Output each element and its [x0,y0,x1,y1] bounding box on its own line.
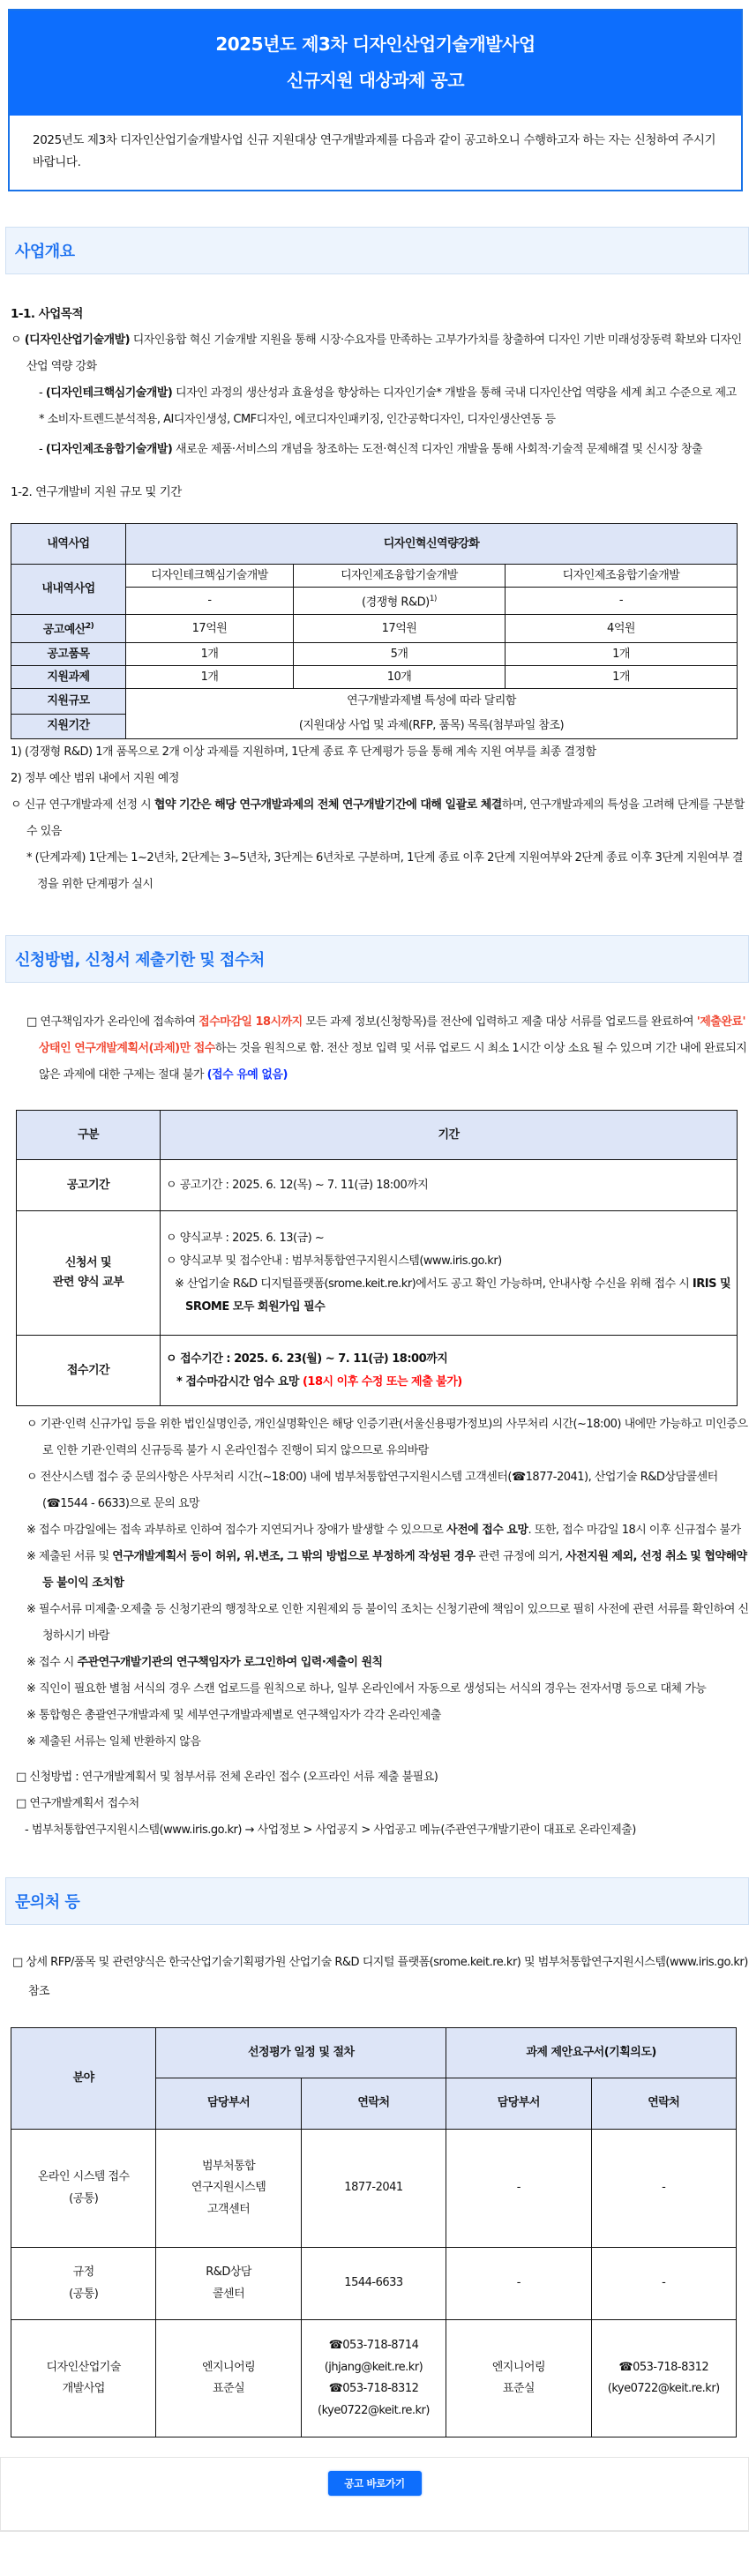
contact-cell: 1544-6633 [301,2248,446,2320]
subbiz-type: - [506,588,738,615]
phone-contact: ☎053-718-8714 [328,2339,419,2352]
deadline-warning: (18시 이후 수정 또는 제출 불가) [302,1374,462,1389]
row-label-receipt-period: 접수기간 [17,1336,161,1406]
field-cell: 규정 (공통) [11,2248,156,2320]
intro-text: 2025년도 제3차 디자인산업기술개발사업 신규 지원대상 연구개발과제를 다음과 같이 공고하오니 수행하고자 하는 자는 신청하여 주시기 바랍니다. [33,133,716,169]
note-item: ※ 직인이 필요한 별첨 서식의 경우 스캔 업로드를 원칙으로 하나, 일부 온라인에서 자동으로 생성되는 서식의 경우는 전자서명 등으로 대체 가능 [26,1682,707,1696]
note-item: ※ 필수서류 미제출·오제출 등 신청기관의 행정착오로 인한 지원제외 등 불이익 조치는 신청기관에 책임이 있으므로 필히 사전에 관련 서류를 확인하여 신청하시기 바람 [26,1603,749,1643]
forms-note: ※ 산업기술 R&D 디지털플랫폼(srome.keit.re.kr)에서도 공고 확인 가능하며, 안내사항 수신을 위해 접수 시 IRIS 및 SROME 모두 회원가입 필수 [175,1277,731,1314]
section-heading-overview: 사업개요 [5,227,749,274]
row-label-forms: 신청서 및 관련 양식 교부 [17,1211,161,1336]
col-header-rfp: 과제 제안요구서(기획의도) [446,2028,737,2078]
tasks-cell: 1개 [506,666,738,689]
row-label-biz: 내역사업 [11,524,126,565]
col-header-contact: 연락처 [301,2078,446,2130]
contact-cell: 1877-2041 [301,2130,446,2248]
items-cell: 5개 [294,643,506,666]
no-grace-highlight: (접수 유예 없음) [206,1068,288,1082]
purpose-note: * 소비자·트렌드분석적용, AI디자인생성, CMF디자인, 에코디자인패키징, 인간공학디자인, 디자인생산연동 등 [39,413,556,426]
note-item: ※ 제출된 서류는 일체 반환하지 않음 [26,1735,201,1749]
submission-office-path: - 범부처통합연구지원시스템(www.iris.go.kr) → 사업정보 > 사업공지 > 사업공고 메뉴(주관연구개발기관이 대표로 온라인제출) [25,1823,636,1837]
row-label-budget: 공고예산$^{2)}$ [11,615,126,643]
contact-lead: □ 상세 RFP/품목 및 관련양식은 한국산업기술기획평가원 산업기술 R&D 디지털 플랫폼(srome.keit.re.kr) 및 범부처통합연구지원시스템(www.iris.go.kr) 참조 [12,1956,748,1998]
col-header-evaluation: 선정평가 일정 및 절차 [156,2028,446,2078]
dept-cell: 엔지니어링 표준실 [156,2320,301,2437]
note-item: ※ 통합형은 총괄연구개발과제 및 세부연구개발과제별로 연구책임자가 각각 온라인제출 [26,1709,441,1722]
schedule-table [16,1110,738,1406]
col-header-period: 기간 [161,1111,738,1160]
section-heading-application: 신청방법, 신청서 제출기한 및 접수처 [5,935,749,983]
items-cell: 1개 [126,643,294,666]
subbiz-type: (경쟁형 R&D)$^{1)}$ [294,588,506,615]
note-item: ㅇ 기관·인력 신규가입 등을 위한 법인실명인증, 개인실명확인은 해당 인증기관(서울신용평가정보)의 사무처리 시간(~18:00) 내에만 가능하고 미인증으로 인한 기관·인력의 신규등록 불가 시 온라인접수 진행이 되지 않으므로 유의바람 [26,1418,748,1457]
title-line-2: 신규지원 대상과제 공고 [286,70,465,91]
col-header-contact: 연락처 [591,2078,736,2130]
col-header-dept: 담당부서 [156,2078,301,2130]
phone-contact: ☎053-718-8312 [618,2360,709,2374]
col-header-category: 구분 [17,1111,161,1160]
email-contact: (kye0722@keit.re.kr) [318,2403,430,2417]
section-application [0,1009,749,1844]
row-label-notice-period: 공고기간 [17,1160,161,1211]
row-label-tasks: 지원과제 [11,666,126,689]
subbiz-name: 디자인제조융합기술개발 [506,565,738,588]
row-label-scale: 지원규모 [11,689,126,715]
items-cell: 1개 [506,643,738,666]
row-label-items: 공고품목 [11,643,126,666]
budget-cell: 4억원 [506,615,738,643]
biz-value: 디자인혁신역량강화 [126,524,738,565]
note-item: ※ 접수 시 주관연구개발기관의 연구책임자가 로그인하여 입력·제출이 원칙 [26,1656,383,1669]
announcement-header [8,9,743,191]
application-method: □ 신청방법 : 연구개발계획서 및 첨부서류 전체 온라인 접수 (오프라인 서류 제출 불필요) [16,1771,438,1784]
subbiz-name: 디자인제조융합기술개발 [294,565,506,588]
application-notes [16,1412,749,1756]
tasks-cell: 1개 [126,666,294,689]
field-cell: 온라인 시스템 접수 (공통) [11,2130,156,2248]
dept-cell: 범부처통합 연구지원시스템 고객센터 [156,2130,301,2248]
footnote: 2) 정부 예산 범위 내에서 지원 예정 [11,772,179,785]
purpose-item: - (디자인테크핵심기술개발) 디자인 과정의 생산성과 효율성을 향상하는 디자인기술* 개발을 통해 국내 디자인산업 역량을 세계 최고 수준으로 제고 [39,386,737,400]
tasks-cell: 10개 [294,666,506,689]
go-to-announcement-button[interactable]: 공고 바로가기 [328,2471,422,2496]
section-heading-contact: 문의처 등 [5,1877,749,1925]
subbiz-type: - [126,588,294,615]
scale-period-cell: 연구개발과제별 특성에 따라 달리함 (지원대상 사업 및 과제(RFP, 품목) 목록(첨부파일 참조) [126,689,738,739]
receipt-period-value: ㅇ 접수기간 : 2025. 6. 23(월) ~ 7. 11(금) 18:00까지 * 접수마감시간 엄수 요망 (18시 이후 수정 또는 제출 불가) [161,1336,738,1406]
email-contact: (kye0722@keit.re.kr) [607,2382,720,2395]
budget-cell: 17억원 [294,615,506,643]
table-row [11,2320,737,2437]
dept-cell: 엔지니어링 표준실 [446,2320,591,2437]
subsection-budget-title: 1-2. 연구개발비 지원 규모 및 기간 [11,485,182,499]
contact-cell: - [591,2248,736,2320]
footnote: 1) (경쟁형 R&D) 1개 품목으로 2개 이상 과제를 지원하며, 1단계 종료 후 단계평가 등을 통해 계속 지원 여부를 최종 결정함 [11,745,596,759]
col-header-field: 분야 [11,2028,156,2130]
contact-cell [591,2320,736,2437]
section-contact [0,1948,749,2437]
subbiz-name: 디자인테크핵심기술개발 [126,565,294,588]
budget-table [11,523,738,739]
notice-period-value: ㅇ 공고기간 : 2025. 6. 12(목) ~ 7. 11(금) 18:00까지 [161,1160,738,1211]
application-lead: □ 연구책임자가 온라인에 접속하여 접수마감일 18시까지 모든 과제 정보(신청항목)를 전산에 입력하고 제출 대상 서류를 업로드를 완료하여 '제출완료' 상태인 연구개발계획서(과제)만 접수하는 것을 원칙으로 함. 전산 정보 입력 및 서류 업로드 시 최소 1시간 이상 소요 될 수 있으며 기간 내에 완료되지 않은 과제에 대한 구제는 절대 불가 (접수 유예 없음) [26,1015,747,1082]
contact-table [11,2027,737,2437]
row-label-period: 지원기간 [11,714,126,739]
dept-cell: - [446,2130,591,2248]
note-item: ※ 제출된 서류 및 연구개발계획서 등이 허위, 위.변조, 그 밖의 방법으로 부정하게 작성된 경우 관련 규정에 의거, 사전지원 제외, 선정 취소 및 협약해약 등 불이익 조치함 [26,1550,747,1590]
phone-contact: ☎053-718-8312 [328,2382,419,2395]
email-contact: (jhjang@keit.re.kr) [324,2360,423,2374]
dept-cell: R&D상담 콜센터 [156,2248,301,2320]
deadline-highlight: 접수마감일 18시까지 [198,1015,303,1029]
stage-note: * (단계과제) 1단계는 1~2년차, 2단계는 3~5년차, 3단계는 6년차로 구분하며, 1단계 종료 이후 2단계 지원여부와 2단계 종료 이후 3단계 지원여부 결정을 위한 단계평가 실시 [26,851,743,891]
subsection-purpose-title: 1-1. 사업목적 [11,307,83,321]
footer [0,2457,749,2532]
field-cell: 디자인산업기술 개발사업 [11,2320,156,2437]
forms-value: ㅇ 양식교부 : 2025. 6. 13(금) ~ ㅇ 양식교부 및 접수안내 : 범부처통합연구지원시스템(www.iris.go.kr) ※ 산업기술 R&D 디지털플랫폼(srome.keit.re.kr)에서도 공고 확인 가능하며, 안내사항 수신을 위해 접수 시 IRIS 및 SROME 모두 회원가입 필수 [161,1211,738,1336]
dept-cell: - [446,2248,591,2320]
section-overview [0,304,749,898]
table-row [11,2130,737,2248]
submission-office-title: □ 연구개발계획서 접수처 [16,1797,139,1810]
note-item: ※ 접수 마감일에는 접속 과부하로 인하여 접수가 지연되거나 장애가 발생할 수 있으므로 사전에 접수 요망. 또한, 접수 마감일 18시 이후 신규접수 불가 [26,1524,741,1537]
contact-cell: - [591,2130,736,2248]
submission-highlight: '제출완료' 상태인 연구개발계획서(과제)만 접수 [39,1015,745,1055]
budget-cell: 17억원 [126,615,294,643]
col-header-dept: 담당부서 [446,2078,591,2130]
contact-cell [301,2320,446,2437]
page-title [10,11,741,116]
purpose-item: - (디자인제조융합기술개발) 새로운 제품·서비스의 개념을 창조하는 도전·혁신적 디자인 개발을 통해 사회적·기술적 문제해결 및 신시장 창출 [39,443,703,456]
title-line-1: 2025년도 제3차 디자인산업기술개발사업 [215,34,536,55]
note-item: ㅇ 전산시스템 접수 중 문의사항은 사무처리 시간(~18:00) 내에 범부처통합연구지원시스템 고객센터(☎1877-2041), 산업기술 R&D상담콜센터(☎1544 - 6633)으로 문의 요망 [26,1471,718,1510]
purpose-item: ㅇ (디자인산업기술개발) 디자인융합 혁신 기술개발 지원을 통해 시장·수요자를 만족하는 고부가가치를 창출하여 디자인 기반 미래성장동력 확보와 디자인산업 역량 강화 [11,333,742,373]
row-label-subbiz: 내내역사업 [11,565,126,615]
table-row [11,2248,737,2320]
contract-note: ㅇ 신규 연구개발과제 선정 시 협약 기간은 해당 연구개발과제의 전체 연구개발기간에 대해 일괄로 체결하며, 연구개발과제의 특성을 고려해 단계를 구분할 수 있음 [11,798,745,838]
